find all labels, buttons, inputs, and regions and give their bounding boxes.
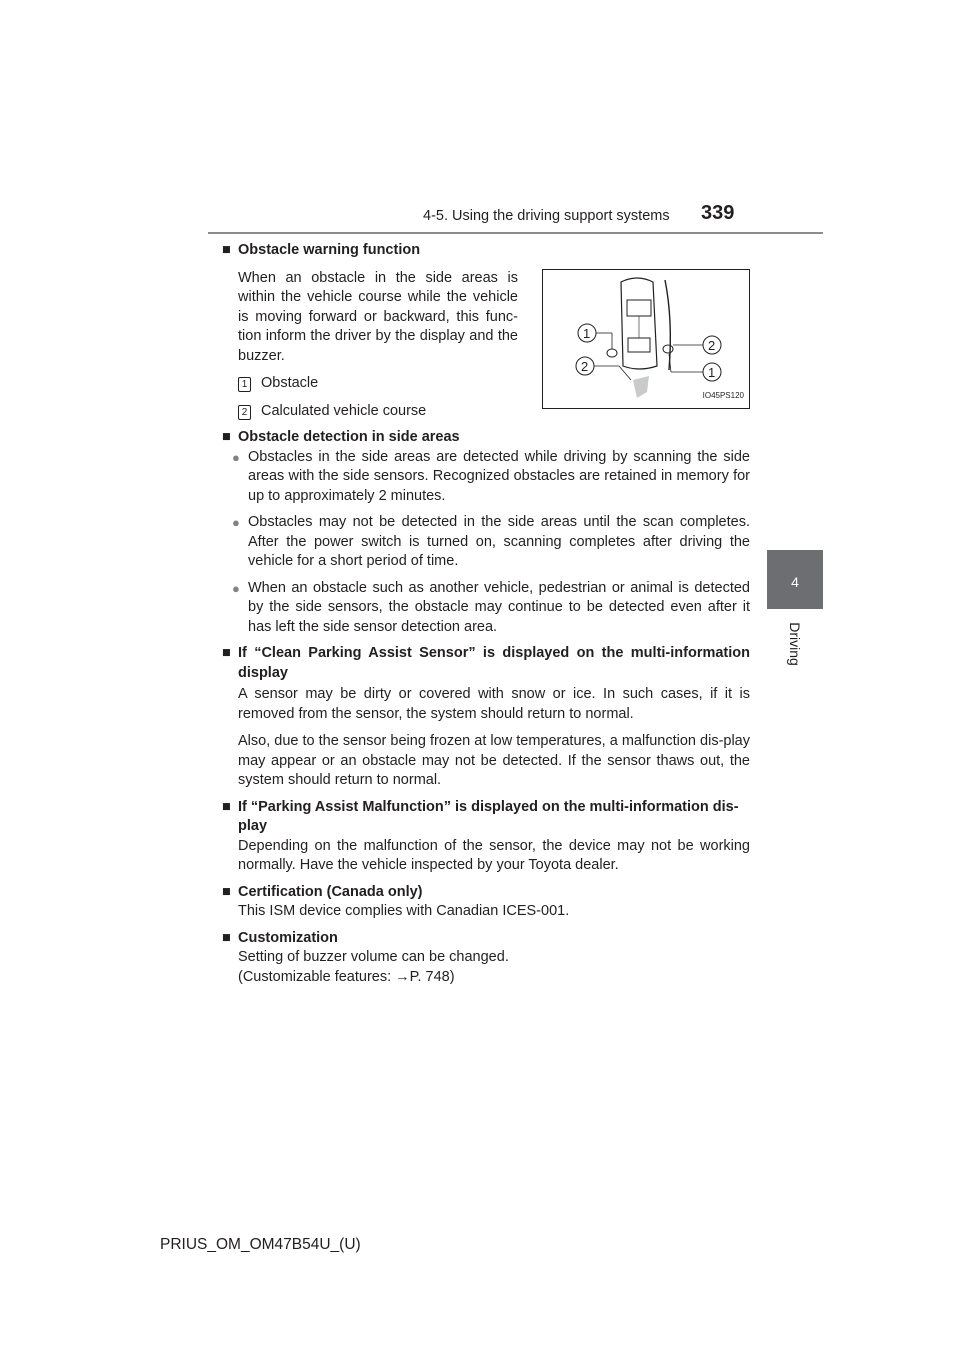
clean-sensor-paragraph: Also, due to the sensor being frozen at low temperatures, a malfunction dis-play may appear or an obstacle may not be detected. If the sensor thaws out, the system should return to normal. (238, 733, 750, 788)
customization-line: Setting of buzzer volume can be changed. (238, 949, 509, 965)
chapter-tab-label: Driving (787, 622, 803, 666)
customization-reference-link[interactable]: (Customizable features: →P. 748) (238, 968, 455, 985)
square-bullet-icon: ■ (222, 429, 231, 445)
running-header-section: 4-5. Using the driving support systems (423, 208, 670, 224)
certification-heading: ■ Certification (Canada only) (222, 883, 750, 903)
malfunction-paragraph: Depending on the malfunction of the sensor, the device may not be working normally. Have the vehicle inspected by your Toyota dealer. (238, 837, 750, 873)
vehicle-course-figure (542, 269, 750, 409)
obstacle-icon (663, 345, 673, 353)
chapter-tab-number: 4 (791, 574, 799, 590)
chapter-tab-spacer (767, 237, 823, 541)
detection-bullet: ● Obstacles may not be detected in the side areas until the scan completes. After the power switch is turned on, scanning completes after driving the vehicle for a short period of time. (232, 513, 750, 572)
square-bullet-icon: ■ (222, 929, 231, 946)
svg-text:1: 1 (583, 325, 591, 341)
legend-item-obstacle (238, 374, 518, 394)
detection-bullet: ● Obstacles in the side areas are detected while driving by scanning the side areas with the side sensors. Recognized obstacles are retained in memory for up to approximately 2 minutes. (232, 448, 750, 507)
circle-bullet-icon: ● (232, 515, 240, 530)
warning-text-column (222, 263, 518, 422)
detection-bullet: ● When an obstacle such as another vehicle, pedestrian or animal is detected by the side sensors, the obstacle may continue to be detected even after it has left the side sensor detection area. (232, 579, 750, 638)
square-bullet-icon: ■ (222, 242, 231, 258)
svg-text:2: 2 (581, 358, 589, 374)
warning-paragraph: When an obstacle in the side areas is within the vehicle course while the vehicle is moving forward or backward, this func-tion inform the driver by the display and the buzzer. (238, 269, 518, 364)
clean-sensor-heading: ■ If “Clean Parking Assist Sensor” is displayed on the multi-information display (222, 644, 750, 683)
clean-sensor-paragraph: A sensor may be dirty or covered with snow or ice. In such cases, if it is removed from the sensor, the system should return to normal. (238, 686, 750, 722)
detection-heading: ■ Obstacle detection in side areas (222, 428, 750, 448)
legend-label: Obstacle (261, 375, 319, 391)
page-number: 339 (701, 202, 735, 224)
warning-heading: ■ Obstacle warning function (222, 241, 750, 261)
direction-arrow-icon (633, 376, 649, 398)
document-footer: PRIUS_OM_OM47B54U_(U) (160, 1236, 361, 1253)
square-bullet-icon: ■ (222, 645, 231, 661)
malfunction-heading: ■ If “Parking Assist Malfunction” is displayed on the multi-information dis-play (222, 798, 750, 837)
warning-block (222, 263, 750, 422)
legend-label: Calculated vehicle course (261, 402, 427, 419)
obstacle-icon (607, 349, 617, 357)
callout-number: 2 (238, 405, 251, 420)
callout-number: 1 (238, 377, 251, 392)
square-bullet-icon: ■ (222, 798, 231, 815)
figure-code: IO45PS120 (702, 391, 744, 400)
page-content (222, 241, 750, 987)
circle-bullet-icon: ● (232, 449, 240, 465)
circle-bullet-icon: ● (232, 580, 240, 596)
svg-text:2: 2 (708, 337, 716, 353)
legend-item-course (238, 402, 518, 422)
square-bullet-icon: ■ (222, 883, 231, 900)
svg-text:1: 1 (708, 364, 716, 380)
customization-heading: ■ Customization (222, 929, 750, 949)
header-rule (208, 232, 823, 234)
certification-paragraph: This ISM device complies with Canadian ICES-001. (238, 903, 570, 919)
